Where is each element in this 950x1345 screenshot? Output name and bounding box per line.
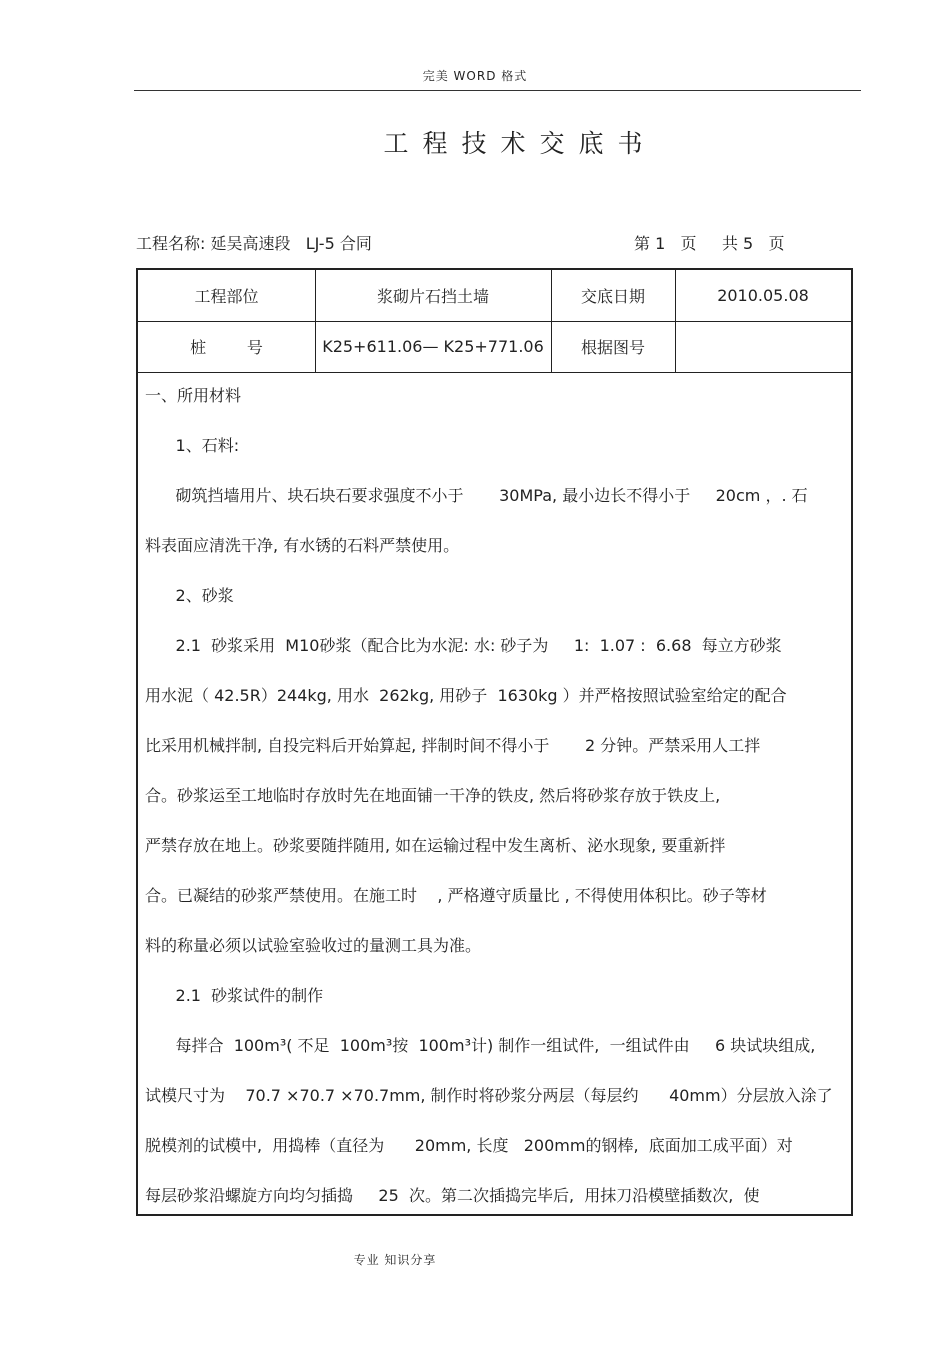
body-line: 一、所用材料 (145, 386, 242, 405)
document-title: 工程技术交底书 (383, 129, 657, 158)
table-divider (138, 372, 851, 373)
cell-station-label: 桩 号 (190, 338, 263, 357)
body-line: 料表面应清洗干净, 有水锈的石料严禁使用。 (145, 536, 460, 555)
body-line: 2.1 砂浆采用 M10砂浆（配合比为水泥: 水: 砂子为 1: 1.07 : 6.68 每立方砂浆 (145, 636, 782, 655)
page-header: 完美 WORD 格式 (422, 69, 528, 83)
body-line: 严禁存放在地上。砂浆要随拌随用, 如在运输过程中发生离析、泌水现象, 要重新拌 (145, 836, 726, 855)
cell-part-label: 工程部位 (194, 287, 259, 306)
cell-drawing-value (675, 321, 851, 372)
body-line: 2.1 砂浆试件的制作 (145, 986, 324, 1005)
body-line: 试模尺寸为 70.7 ×70.7 ×70.7mm, 制作时将砂浆分两层（每层约 40mm）分层放入涂了 (145, 1086, 833, 1105)
body-line: 比采用机械拌制, 自投完料后开始算起, 拌制时间不得小于 2 分钟。严禁采用人工拌 (145, 736, 761, 755)
body-line: 每拌合 100m³( 不足 100m³按 100m³计) 制作一组试件, 一组试件由 6 块试块组成, (145, 1036, 816, 1055)
body-line: 2、砂浆 (145, 586, 234, 605)
header-rule (134, 90, 861, 91)
body-line: 砌筑挡墙用片、块石块石要求强度不小于 30MPa, 最小边长不得小于 20cm ，. 石 (145, 486, 808, 505)
body-line: 合。砂浆运至工地临时存放时先在地面铺一干净的铁皮, 然后将砂浆存放于铁皮上, (145, 786, 721, 805)
cell-date-value: 2010.05.08 (717, 286, 809, 305)
page-info: 第 1 页 共 5 页 (634, 234, 785, 253)
body-line: 每层砂浆沿螺旋方向均匀插捣 25 次。第二次插捣完毕后, 用抹刀沿模壁插数次, 使 (145, 1186, 760, 1205)
cell-station-value: K25+611.06— K25+771.06 (322, 337, 544, 356)
body-line: 合。已凝结的砂浆严禁使用。在施工时 , 严格遵守质量比 , 不得使用体积比。砂子等材 (145, 886, 767, 905)
body-line: 1、石料: (145, 436, 240, 455)
cell-drawing-label: 根据图号 (580, 338, 645, 357)
cell-part-value: 浆砌片石挡土墙 (376, 287, 489, 306)
project-name: 工程名称: 延吴高速段 LJ-5 合同 (136, 234, 372, 253)
body-line: 用水泥（ 42.5R）244kg, 用水 262kg, 用砂子 1630kg ）并严格按照试验室给定的配合 (145, 686, 787, 705)
cell-date-label: 交底日期 (580, 287, 645, 306)
body-line: 料的称量必须以试验室验收过的量测工具为准。 (145, 936, 482, 955)
body-line: 脱模剂的试模中, 用捣棒（直径为 20mm, 长度 200mm的钢棒, 底面加工成平面）对 (145, 1136, 793, 1155)
page-footer: 专业 知识分享 (353, 1253, 437, 1267)
